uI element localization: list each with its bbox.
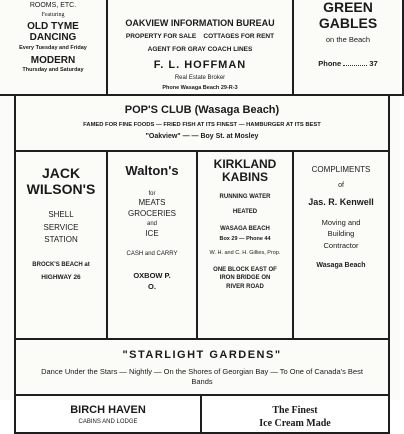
kenwell-location: Wasaga Beach: [316, 261, 366, 269]
kenwell-service: Moving and Building Contractor: [321, 217, 361, 251]
jack-wilson-business: SHELL SERVICE STATION: [43, 210, 79, 245]
waltons-service: CASH and CARRY: [126, 250, 178, 257]
kenwell-compliments: COMPLIMENTS: [311, 165, 371, 174]
kirkland-feature-water: RUNNING WATER: [219, 193, 271, 200]
jack-wilson-name: JACK WILSON'S: [26, 165, 96, 197]
waltons-ad: [106, 150, 198, 340]
pops-club-ad: [14, 94, 390, 152]
waltons-location: OXBOW P. O.: [133, 270, 171, 291]
starlight-tagline: Dance Under the Stars — Nightly — On the Shores of Georgian Bay — To One of Canada's Best Bands: [41, 367, 363, 387]
pops-club-tagline: FAMED FOR FINE FOODS — FRIED FISH AT ITS FINEST — HAMBURGER AT ITS BEST: [83, 122, 321, 129]
kirkland-name: KIRKLAND KABINS: [213, 157, 277, 185]
starlight-gardens-ad: [14, 338, 390, 396]
birch-haven-ad: [14, 394, 202, 434]
birch-haven-name: BIRCH HAVEN: [70, 404, 146, 416]
waltons-item-meats: MEATS: [138, 198, 166, 208]
oakview-name: F. L. HOFFMAN: [153, 58, 247, 71]
pops-club-address: "Oakview" — — Boy St. at Mosley: [145, 132, 259, 140]
green-gables-phone-label: Phone: [318, 58, 342, 68]
finest-line2: Ice Cream Made: [259, 418, 331, 430]
kirkland-box: Box 29: [219, 236, 238, 243]
jack-wilson-ad: [14, 150, 108, 340]
dance-ad-dance-days: Every Tuesday and Friday: [19, 44, 87, 51]
jack-wilson-location: BROCK'S BEACH at: [32, 261, 90, 268]
kirkland-phone: Phone 44: [246, 236, 271, 243]
green-gables-phone-number: 37: [369, 58, 378, 68]
dance-ad: [0, 0, 108, 96]
dance-ad-modern: MODERN: [30, 55, 76, 67]
kirkland-feature-heated: HEATED: [232, 208, 258, 215]
kirkland-owners: W. H. and C. H. Gillies, Prop.: [209, 250, 281, 257]
oakview-title: OAKVIEW INFORMATION BUREAU: [125, 18, 275, 28]
green-gables-location: on the Beach: [325, 35, 371, 45]
finest-ad: [200, 394, 390, 434]
finest-line1: The Finest: [272, 405, 318, 416]
oakview-phone: Phone Wasaga Beach 29-R-3: [162, 84, 238, 91]
oakview-agent: AGENT FOR GRAY COACH LINES: [147, 46, 253, 54]
starlight-title: "STARLIGHT GARDENS": [122, 349, 282, 361]
oakview-ad: [106, 0, 294, 96]
jack-wilson-highway: HIGHWAY 26: [41, 274, 81, 282]
green-gables-name: GREEN GABLES: [318, 0, 378, 31]
kenwell-name: Jas. R. Kenwell: [308, 196, 374, 207]
waltons-and: and: [146, 221, 157, 228]
kirkland-directions: ONE BLOCK EAST OF IRON BRIDGE ON RIVER ROAD: [213, 266, 277, 291]
green-gables-ad: [292, 0, 404, 96]
dance-ad-featuring: Featuring: [41, 11, 65, 18]
waltons-name: Walton's: [125, 163, 179, 178]
kirkland-town: WASAGA BEACH: [220, 226, 270, 233]
dance-ad-top-text: ROOMS, ETC.: [29, 2, 77, 9]
waltons-item-groceries: GROCERIES: [127, 209, 176, 219]
kenwell-of: of: [338, 181, 344, 189]
birch-haven-subtitle: CABINS AND LODGE: [78, 419, 138, 426]
dance-ad-modern-days: Thursday and Saturday: [22, 67, 84, 74]
waltons-item-ice: ICE: [145, 228, 159, 238]
oakview-subtitle: PROPERTY FOR SALE COTTAGES FOR RENT: [125, 33, 275, 41]
oakview-role: Real Estate Broker: [174, 74, 226, 81]
kirkland-kabins-ad: KIRKLAND KABINS RUNNING WATER HEATED WASAGA BEACH Box 29 — Phone 44 W. H. and C. H. Gillies, Prop. ONE BLOCK EAST OF IRON BRIDGE ON RIVER ROAD: [196, 150, 294, 340]
dance-ad-dance-name: OLD TYME DANCING: [27, 20, 79, 43]
pops-club-title: POP'S CLUB (Wasaga Beach): [124, 104, 280, 116]
kenwell-ad: [292, 150, 390, 340]
waltons-for: for: [148, 190, 156, 197]
